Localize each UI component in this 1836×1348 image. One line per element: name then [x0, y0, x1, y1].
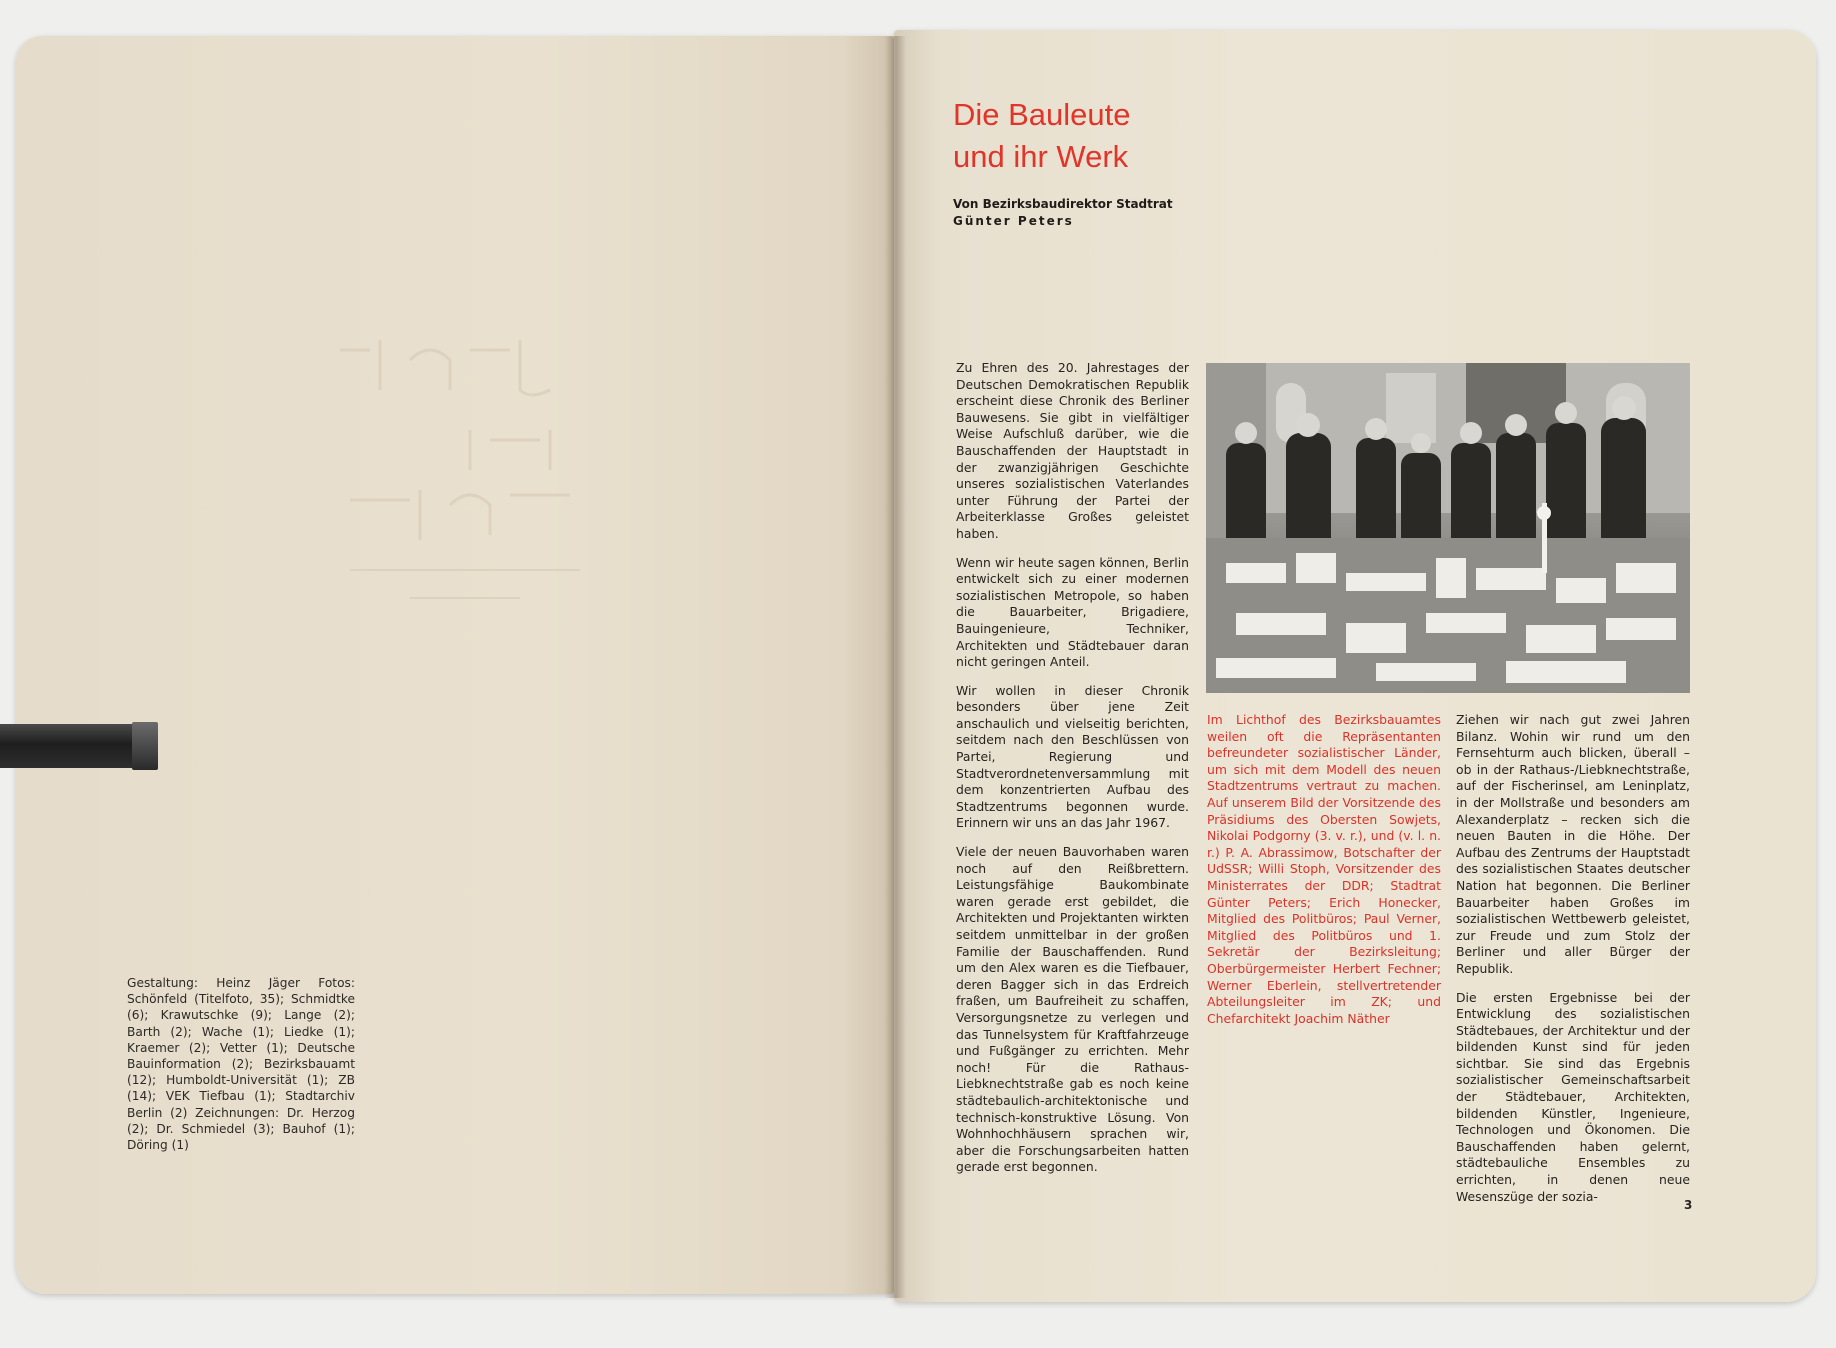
show-through-glyphs [320, 330, 590, 630]
paragraph: Viele der neuen Bauvorhaben waren noch auf den Reißbrettern. Leistungsfähige Baukombinate waren gerade erst gebildet, die Architekten und Projektanten wirkten seitdem unmittelbar in der großen Familie der Bauschaffenden. Rund um den Alex waren es die Tiefbauer, deren Bagger sich in das Erdreich fraßen, um Baufreiheit zu schaffen, Versorgungsnetze zu verlegen und das Tunnelsystem für Kraftfahrzeuge und Fußgänger zu errichten. Mehr noch! Für die Rathaus-Liebknechtstraße gab es noch keine städtebaulich-architektonische und technisch-konstruktive Lösung. Von Wohnhochhäusern sprachen wir, aber die Forschungsarbeiten hatten gerade erst begonnen. [956, 844, 1189, 1175]
title-line-1: Die Bauleute [953, 97, 1131, 132]
photo-model-viewing [1206, 363, 1690, 693]
credits-text: Gestaltung: Heinz Jäger Fotos: Schönfeld (Titelfoto, 35); Schmidtke (6); Krawutschke (9); Lange (2); Barth (2); Wache (1); Liedke (1); Kraemer (2); Vetter (1); Deutsche Bauinformation (2); Bezirksbauamt (12); Humboldt-Universität (1); ZB (14); VEK Tiefbau (1); Stadtarchiv Berlin (2) Zeichnungen: Dr. Herzog (2); Dr. Schmiedel (3); Bauhof (1); Döring (1) [127, 976, 355, 1153]
photo-caption [1207, 712, 1441, 1027]
paragraph: Wenn wir heute sagen können, Berlin entwickelt sich zu einer modernen sozialistischen Metropole, so haben die Bauarbeiter, Brigadiere, Bauingenieure, Techniker, Architekten und Städtebauer daran nicht geringen Anteil. [956, 554, 1189, 670]
byline [953, 196, 1190, 230]
title-line-2: und ihr Werk [953, 139, 1129, 174]
article-column-1 [956, 360, 1189, 1188]
page-number: 3 [1684, 1198, 1693, 1212]
byline-author: Günter Peters [953, 214, 1074, 228]
caption-text: Im Lichthof des Bezirksbauamtes weilen oft die Repräsentanten befreundeter sozialistischer Länder, um sich mit dem Modell des neuen Stadtzentrums vertraut zu machen. Auf unserem Bild der Vorsitzende des Präsidiums des Obersten Sowjets, Nikolai Podgorny (3. v. r.), und (v. l. n. r.) P. A. Abrassimow, Botschafter der UdSSR; Willi Stoph, Vorsitzender des Ministerrates der DDR; Stadtrat Günter Peters; Erich Honecker, Mitglied des Politbüros; Paul Verner, Mitglied des Politbüros und 1. Sekretär der Bezirksleitung; Oberbürgermeister Herbert Fechner; Werner Eberlein, stellvertretender Abteilungsleiter im ZK; und Chefarchitekt Joachim Näther [1207, 712, 1441, 1026]
photo-illustration [1206, 363, 1690, 693]
paragraph: Zu Ehren des 20. Jahrestages der Deutschen Demokratischen Republik erscheint diese Chronik des Berliner Bauwesens. Sie gibt in vielfältiger Weise Aufschluß darüber, wie die Bauschaffenden der Hauptstadt in der zwanzigjährigen Geschichte unseres sozialistischen Vaterlandes unter Führung der Partei der Arbeiterklasse Großes geleistet haben. [956, 360, 1189, 541]
book-gutter [884, 36, 906, 1298]
article-column-3 [1456, 712, 1693, 1217]
article-title [953, 94, 1213, 178]
show-through-text [320, 330, 590, 644]
credits-block [127, 975, 355, 1153]
byline-prefix: Von Bezirksbaudirektor Stadtrat [953, 197, 1173, 211]
paragraph: Wir wollen in dieser Chronik besonders über jene Zeit anschaulich und vielseitig berichten, seitdem nach den Beschlüssen von Partei, Regierung und Stadtverordnetenversammlung mit dem konzentrierten Aufbau des Stadtzentrums begonnen wurde. Erinnern wir uns an das Jahr 1967. [956, 682, 1189, 831]
paragraph: Ziehen wir nach gut zwei Jahren Bilanz. Wohin wir rund um den Fernsehturm auch blicken, überall – ob in der Rathaus-/Liebknechtstraße, auf der Fischerinsel, am Leninplatz, in der Mollstraße und besonders am Alexanderplatz – recken sich die neuen Bauten in die Höhe. Der Aufbau des Zentrums der Hauptstadt des sozialistischen Staates deutscher Nation hat begonnen. Die Berliner Bauarbeiter haben Großes im sozialistischen Wettbewerb geleistet, zur Freude und zum Stolz der Berliner und aller Bürger der Republik. [1456, 712, 1690, 976]
paragraph: Die ersten Ergebnisse bei der Entwicklung des sozialistischen Städtebaues, der Architektur und der bildenden Kunst sind für jeden sichtbar. Sie sind das Ergebnis sozialistischer Gemeinschaftsarbeit der Städtebauer, Architekten, bildenden Künstler, Ingenieure, Technologen und Ökonomen. Die Bauschaffenden haben gelernt, städtebauliche Ensembles zu errichten, in denen neue Wesenszüge der sozia- [1456, 989, 1690, 1204]
binder-clip-end [132, 722, 158, 770]
